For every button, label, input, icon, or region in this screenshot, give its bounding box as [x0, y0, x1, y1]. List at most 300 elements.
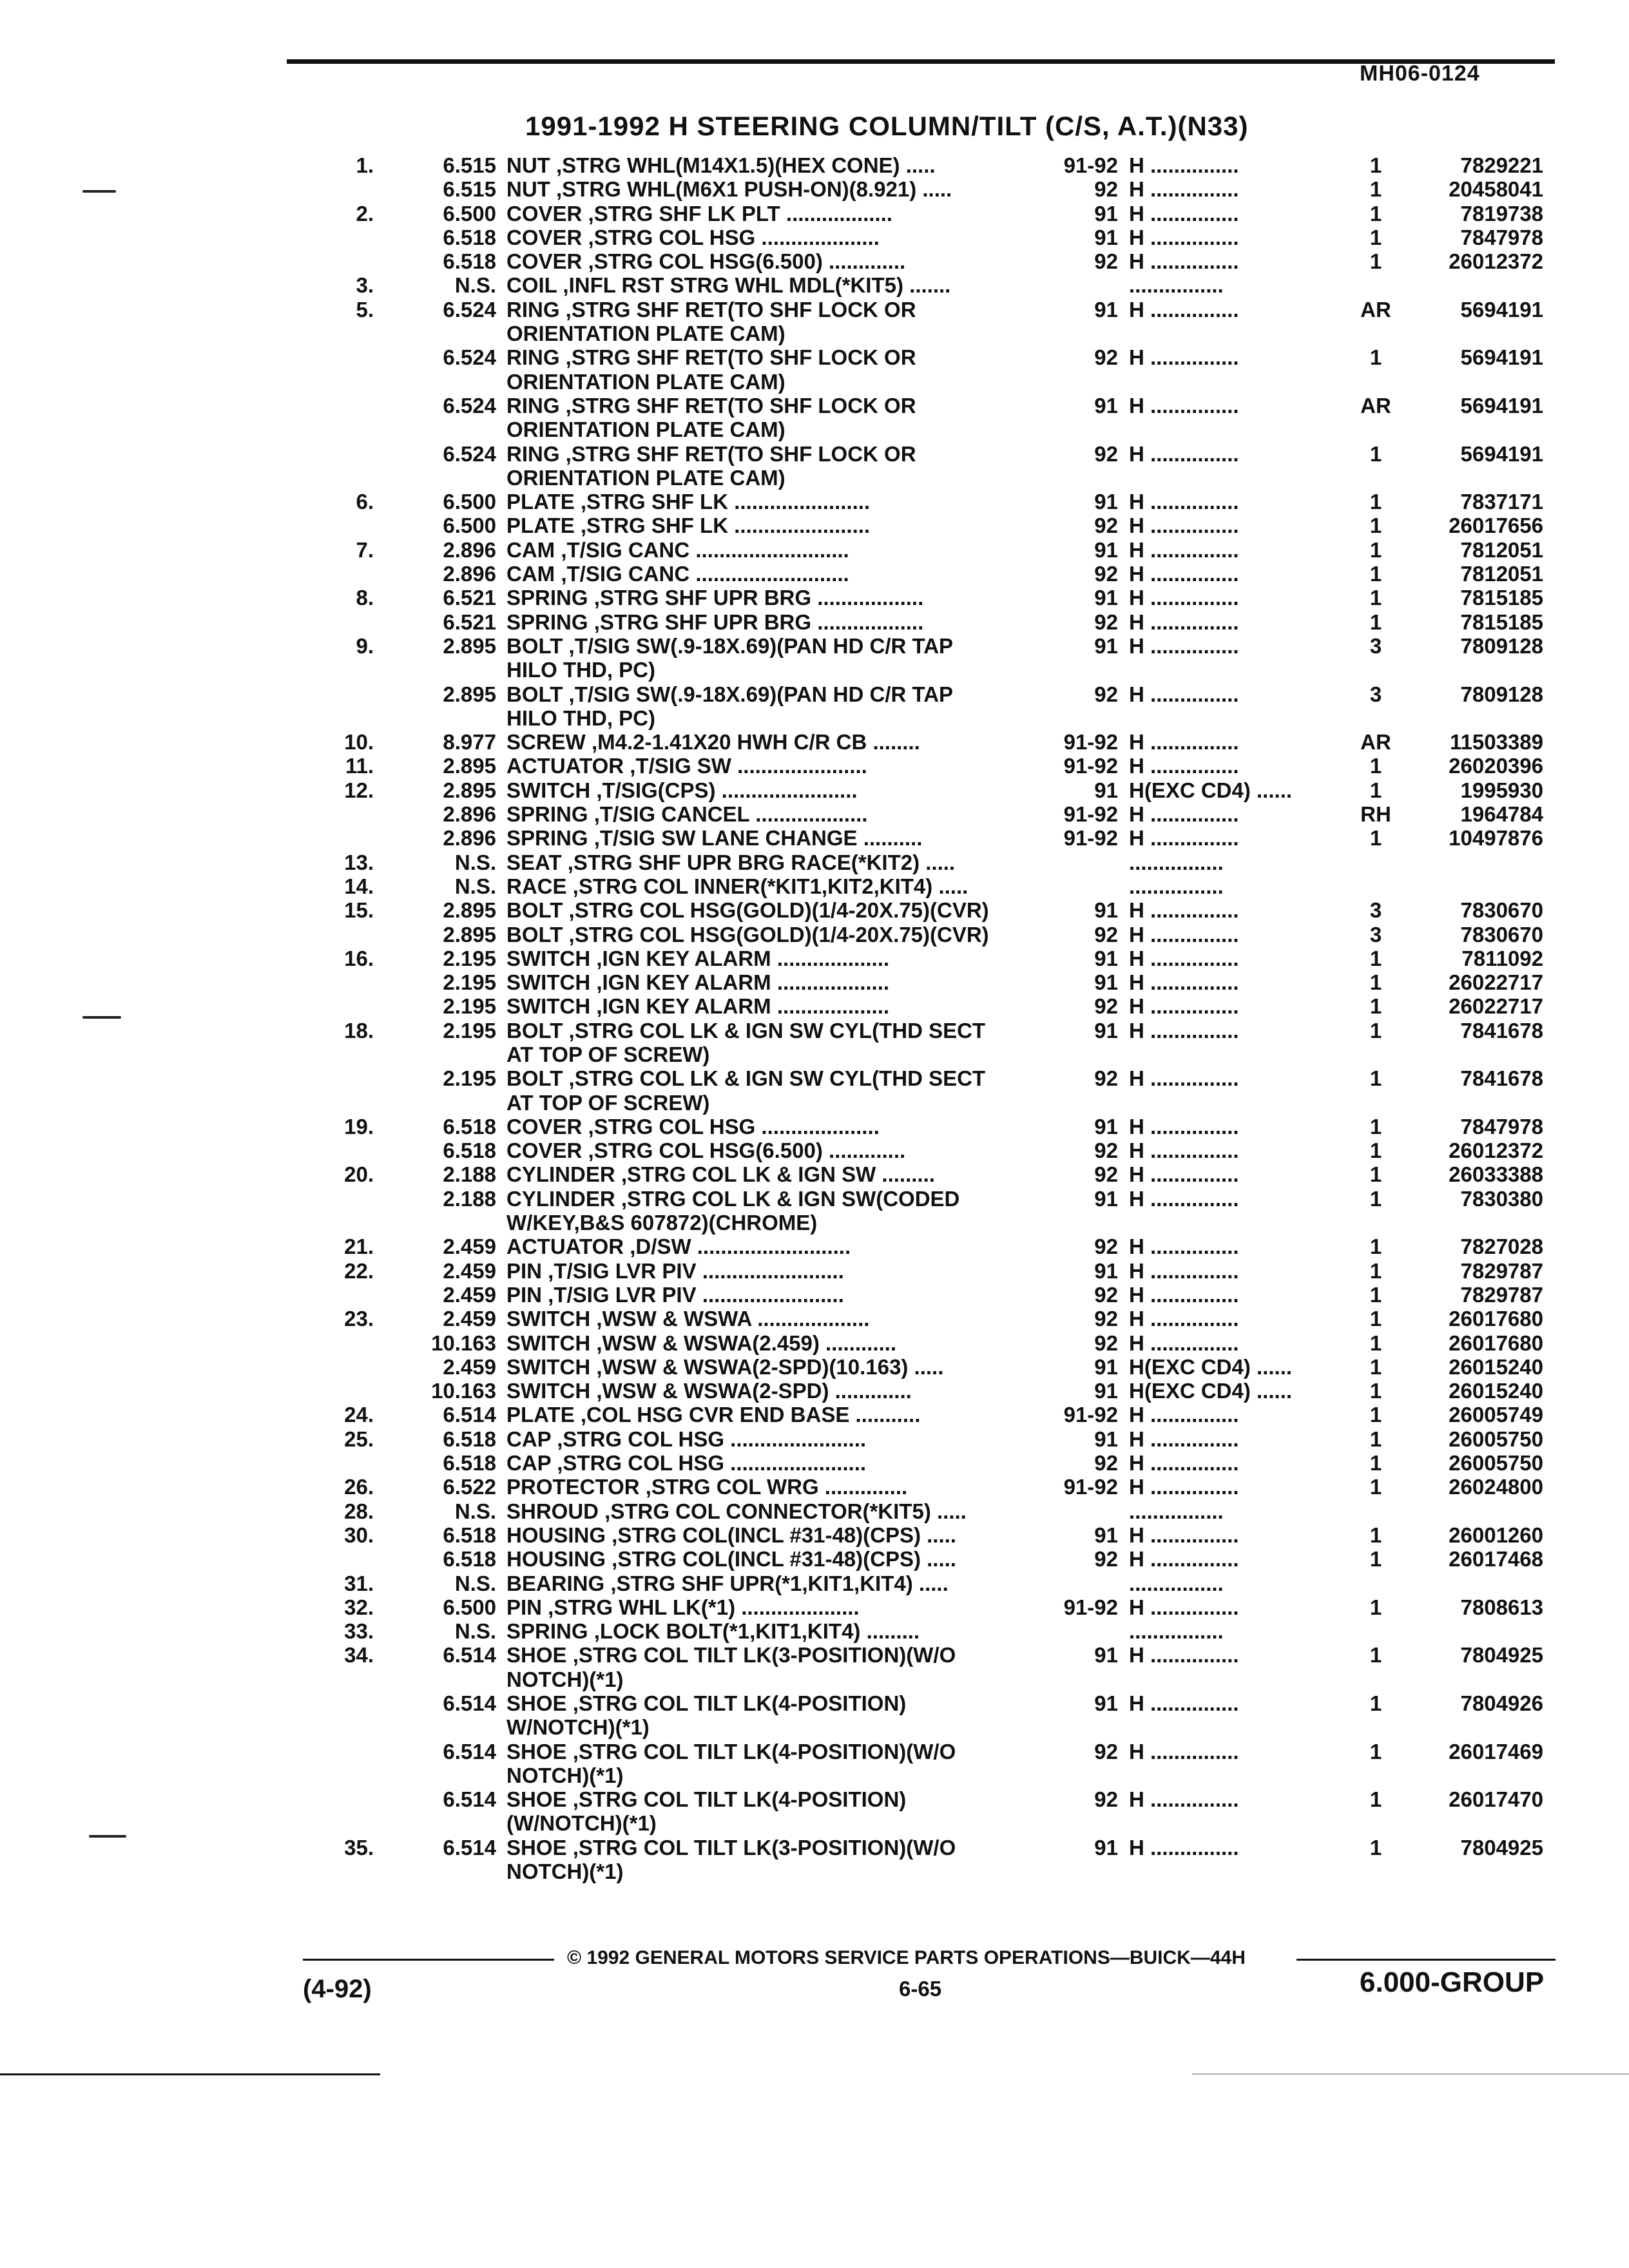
part-number: 7804925: [1460, 1643, 1543, 1667]
series-code: H ...............: [1129, 922, 1239, 947]
model-year: 92: [1094, 1282, 1118, 1307]
group-label: 6.000-GROUP: [1360, 1966, 1545, 1998]
part-number: 26015240: [1449, 1354, 1543, 1379]
model-year: 92: [1094, 610, 1118, 634]
parts-list: [0, 153, 1629, 1883]
table-row: [0, 1763, 1629, 1787]
part-description: SHOE ,STRG COL TILT LK(4-POSITION): [506, 1787, 907, 1812]
model-year: 91: [1094, 225, 1118, 249]
model-year: 91: [1094, 1258, 1118, 1283]
part-description: BOLT ,STRG COL LK & IGN SW CYL(THD SECT: [506, 1018, 986, 1043]
model-year: 92: [1094, 177, 1118, 202]
series-code: ................: [1129, 273, 1224, 298]
series-code: H ...............: [1129, 946, 1239, 970]
part-description: RING ,STRG SHF RET(TO SHF LOCK OR: [506, 393, 916, 418]
group-number: 6.524: [443, 393, 496, 418]
group-number: N.S.: [454, 1499, 496, 1523]
table-row: [0, 466, 1629, 490]
part-number: 7829787: [1460, 1282, 1543, 1307]
part-description: COVER ,STRG COL HSG ....................: [506, 225, 880, 249]
item-number: 14.: [344, 874, 374, 898]
series-code: H ...............: [1129, 1691, 1239, 1715]
table-row: [0, 322, 1629, 345]
part-description: SHOE ,STRG COL TILT LK(4-POSITION)(W/O: [506, 1739, 956, 1763]
table-row: [0, 153, 1629, 177]
group-number: 2.195: [443, 1066, 496, 1091]
table-row: [0, 634, 1629, 658]
series-code: H ...............: [1129, 1523, 1239, 1547]
quantity: 3: [1369, 898, 1382, 923]
quantity: 1: [1369, 1354, 1382, 1379]
item-number: 34.: [344, 1643, 374, 1667]
model-year: 91: [1094, 537, 1118, 562]
item-number: 5.: [356, 297, 374, 322]
part-description: HOUSING ,STRG COL(INCL #31-48)(CPS) .....: [506, 1547, 956, 1571]
item-number: 19.: [344, 1114, 374, 1139]
series-code: H ...............: [1129, 1162, 1239, 1187]
part-number: 26022717: [1449, 994, 1543, 1019]
quantity: 1: [1369, 1114, 1382, 1139]
model-year: 91: [1094, 586, 1118, 610]
group-number: 6.518: [443, 1427, 496, 1451]
quantity: 1: [1369, 946, 1382, 970]
quantity: 1: [1369, 201, 1382, 226]
model-year: 91: [1094, 1643, 1118, 1667]
table-row: [0, 994, 1629, 1018]
group-number: 6.500: [443, 201, 496, 226]
part-number: 20458041: [1449, 177, 1543, 202]
series-code: H ...............: [1129, 730, 1239, 754]
model-year: 92: [1094, 1451, 1118, 1475]
table-row: [0, 1019, 1629, 1043]
revision-date: (4-92): [303, 1975, 372, 2003]
series-code: ................: [1129, 1619, 1224, 1644]
part-description: AT TOP OF SCREW): [506, 1090, 710, 1115]
group-number: 2.459: [443, 1258, 496, 1283]
part-description: COIL ,INFL RST STRG WHL MDL(*KIT5) .......: [506, 273, 951, 298]
part-description: SWITCH ,WSW & WSWA(2-SPD) .............: [506, 1379, 912, 1403]
part-number: 11503389: [1449, 730, 1543, 754]
table-row: [0, 1643, 1629, 1667]
part-description: PIN ,T/SIG LVR PIV ........................: [506, 1282, 844, 1307]
table-row: [0, 249, 1629, 273]
quantity: 1: [1369, 1787, 1382, 1812]
quantity: 1: [1369, 826, 1382, 850]
group-number: 6.521: [443, 610, 496, 634]
series-code: H ...............: [1129, 1403, 1239, 1427]
quantity: 1: [1369, 1066, 1382, 1091]
table-row: [0, 1259, 1629, 1283]
group-number: 2.195: [443, 970, 496, 995]
group-number: 2.895: [443, 898, 496, 923]
table-row: [0, 442, 1629, 466]
quantity: RH: [1360, 802, 1391, 827]
series-code: ................: [1129, 850, 1224, 874]
table-row: [0, 970, 1629, 994]
quantity: 1: [1369, 1162, 1382, 1187]
model-year: 92: [1094, 682, 1118, 706]
series-code: H ...............: [1129, 754, 1239, 778]
part-description: ORIENTATION PLATE CAM): [506, 369, 786, 394]
group-number: N.S.: [454, 874, 496, 898]
quantity: 1: [1369, 1186, 1382, 1211]
series-code: H ...............: [1129, 562, 1239, 586]
part-number: 26033388: [1449, 1162, 1543, 1187]
binder-hole-mark: [89, 1835, 126, 1838]
series-code: H ...............: [1129, 393, 1239, 418]
series-code: H ...............: [1129, 441, 1239, 466]
item-number: 35.: [344, 1835, 374, 1860]
part-description: W/KEY,B&S 607872)(CHROME): [506, 1211, 818, 1235]
table-row: [0, 298, 1629, 322]
part-number: 26017470: [1449, 1787, 1543, 1812]
part-description: BOLT ,T/SIG SW(.9-18X.69)(PAN HD C/R TAP: [506, 633, 954, 658]
part-description: PROTECTOR ,STRG COL WRG ..............: [506, 1475, 908, 1499]
quantity: 1: [1369, 1523, 1382, 1547]
table-row: [0, 1139, 1629, 1162]
item-number: 13.: [344, 850, 374, 874]
part-number: 1964784: [1460, 802, 1543, 827]
part-number: 26020396: [1449, 754, 1543, 778]
quantity: 1: [1369, 1403, 1382, 1427]
part-description: RACE ,STRG COL INNER(*KIT1,KIT2,KIT4) .....: [506, 874, 969, 898]
table-row: [0, 1235, 1629, 1258]
item-number: 24.: [344, 1403, 374, 1427]
item-number: 18.: [344, 1018, 374, 1043]
part-number: 7815185: [1460, 610, 1543, 634]
model-year: 92: [1094, 994, 1118, 1019]
model-year: 91: [1094, 297, 1118, 322]
quantity: AR: [1360, 297, 1391, 322]
part-description: HILO THD, PC): [506, 706, 655, 730]
item-number: 7.: [356, 537, 374, 562]
part-number: 7837171: [1460, 490, 1543, 514]
series-code: H ...............: [1129, 1451, 1239, 1475]
part-description: PIN ,STRG WHL LK(*1) ....................: [506, 1595, 860, 1619]
table-row: [0, 730, 1629, 754]
part-description: NUT ,STRG WHL(M6X1 PUSH-ON)(8.921) .....: [506, 177, 952, 202]
binder-hole-mark: [82, 190, 116, 193]
table-row: [0, 1787, 1629, 1811]
part-number: 26017469: [1449, 1739, 1543, 1763]
group-number: 10.163: [431, 1379, 496, 1403]
part-description: SHOE ,STRG COL TILT LK(4-POSITION): [506, 1691, 907, 1715]
quantity: 1: [1369, 1595, 1382, 1619]
table-row: [0, 610, 1629, 634]
series-code: H(EXC CD4) ......: [1129, 1379, 1293, 1403]
quantity: AR: [1360, 393, 1391, 418]
group-number: 2.188: [443, 1162, 496, 1187]
table-row: [0, 802, 1629, 826]
group-number: 2.896: [443, 802, 496, 827]
table-row: [0, 1595, 1629, 1619]
quantity: 1: [1369, 153, 1382, 177]
part-description: AT TOP OF SCREW): [506, 1042, 710, 1066]
series-code: H ...............: [1129, 1235, 1239, 1259]
part-description: HILO THD, PC): [506, 658, 655, 682]
table-row: [0, 418, 1629, 441]
group-number: 6.514: [443, 1691, 496, 1715]
table-row: [0, 1571, 1629, 1595]
model-year: 91-92: [1063, 1595, 1118, 1619]
quantity: 1: [1369, 970, 1382, 995]
model-year: 91: [1094, 1379, 1118, 1403]
group-number: 6.524: [443, 345, 496, 370]
document-id: MH06-0124: [1360, 61, 1480, 86]
model-year: 91: [1094, 633, 1118, 658]
quantity: 1: [1369, 610, 1382, 634]
model-year: 91: [1094, 778, 1118, 802]
part-description: SPRING ,STRG SHF UPR BRG ..................: [506, 586, 924, 610]
series-code: H ...............: [1129, 490, 1239, 514]
table-row: [0, 1162, 1629, 1186]
series-code: H ...............: [1129, 826, 1239, 850]
binder-hole-mark: [82, 1016, 121, 1019]
part-description: (W/NOTCH)(*1): [506, 1811, 657, 1836]
part-description: NUT ,STRG WHL(M14X1.5)(HEX CONE) .....: [506, 153, 936, 177]
item-number: 3.: [356, 273, 374, 298]
quantity: 1: [1369, 249, 1382, 274]
part-number: 1995930: [1460, 778, 1543, 802]
group-number: 6.500: [443, 490, 496, 514]
series-code: H ...............: [1129, 1595, 1239, 1619]
table-row: [0, 1523, 1629, 1547]
part-description: CAP ,STRG COL HSG .......................: [506, 1451, 867, 1475]
group-number: 2.459: [443, 1235, 496, 1259]
group-number: 6.514: [443, 1739, 496, 1763]
part-description: SPRING ,LOCK BOLT(*1,KIT1,KIT4) .........: [506, 1619, 920, 1644]
table-row: [0, 514, 1629, 537]
series-code: H ...............: [1129, 586, 1239, 610]
quantity: 1: [1369, 1258, 1382, 1283]
part-number: 26017680: [1449, 1331, 1543, 1355]
part-number: 7847978: [1460, 225, 1543, 249]
group-number: 2.896: [443, 826, 496, 850]
table-row: [0, 586, 1629, 610]
part-description: ORIENTATION PLATE CAM): [506, 322, 786, 346]
group-number: 2.895: [443, 633, 496, 658]
series-code: H ...............: [1129, 177, 1239, 202]
quantity: 1: [1369, 345, 1382, 370]
table-row: [0, 658, 1629, 682]
series-code: H ...............: [1129, 1331, 1239, 1355]
quantity: 1: [1369, 1018, 1382, 1043]
group-number: 2.896: [443, 562, 496, 586]
part-description: SHROUD ,STRG COL CONNECTOR(*KIT5) .....: [506, 1499, 967, 1523]
item-number: 1.: [356, 153, 374, 177]
part-description: ORIENTATION PLATE CAM): [506, 465, 786, 490]
item-number: 8.: [356, 586, 374, 610]
series-code: H ...............: [1129, 1427, 1239, 1451]
table-row: [0, 947, 1629, 970]
series-code: H ...............: [1129, 201, 1239, 226]
quantity: 1: [1369, 490, 1382, 514]
table-row: [0, 1427, 1629, 1451]
part-number: 5694191: [1460, 345, 1543, 370]
quantity: 1: [1369, 441, 1382, 466]
group-number: 8.977: [443, 730, 496, 754]
group-number: 2.188: [443, 1186, 496, 1211]
group-number: N.S.: [454, 1619, 496, 1644]
model-year: 91: [1094, 1691, 1118, 1715]
quantity: 1: [1369, 586, 1382, 610]
table-row: [0, 898, 1629, 922]
model-year: 92: [1094, 441, 1118, 466]
item-number: 26.: [344, 1475, 374, 1499]
table-row: [0, 1066, 1629, 1090]
part-description: BOLT ,T/SIG SW(.9-18X.69)(PAN HD C/R TAP: [506, 682, 954, 706]
part-number: 7847978: [1460, 1114, 1543, 1139]
group-number: 2.195: [443, 946, 496, 970]
quantity: 1: [1369, 1427, 1382, 1451]
quantity: 1: [1369, 514, 1382, 538]
item-number: 15.: [344, 898, 374, 923]
part-description: W/NOTCH)(*1): [506, 1715, 650, 1740]
table-row: [0, 177, 1629, 201]
item-number: 10.: [344, 730, 374, 754]
model-year: 91: [1094, 1835, 1118, 1860]
item-number: 28.: [344, 1499, 374, 1523]
table-row: [0, 1667, 1629, 1691]
part-description: BOLT ,STRG COL HSG(GOLD)(1/4-20X.75)(CVR): [506, 898, 989, 923]
part-description: CAP ,STRG COL HSG .......................: [506, 1427, 867, 1451]
series-code: H ...............: [1129, 1547, 1239, 1571]
part-number: 7809128: [1460, 633, 1543, 658]
group-number: 6.500: [443, 1595, 496, 1619]
model-year: 92: [1094, 1139, 1118, 1163]
series-code: H ...............: [1129, 802, 1239, 827]
page-number: 6-65: [899, 1977, 942, 2001]
quantity: 1: [1369, 1643, 1382, 1667]
table-row: [0, 1475, 1629, 1499]
page-title: 1991-1992 H STEERING COLUMN/TILT (C/S, A.T.)(N33): [525, 111, 1249, 141]
table-row: [0, 1691, 1629, 1715]
quantity: AR: [1360, 730, 1391, 754]
part-number: 26005750: [1449, 1451, 1543, 1475]
table-row: [0, 1355, 1629, 1379]
item-number: 2.: [356, 201, 374, 226]
series-code: H ...............: [1129, 249, 1239, 274]
group-number: 6.518: [443, 1114, 496, 1139]
model-year: 91-92: [1063, 826, 1118, 850]
part-number: 26012372: [1449, 1139, 1543, 1163]
table-row: [0, 1379, 1629, 1403]
group-number: 2.195: [443, 1018, 496, 1043]
group-number: 2.195: [443, 994, 496, 1019]
part-number: 7812051: [1460, 562, 1543, 586]
part-description: HOUSING ,STRG COL(INCL #31-48)(CPS) .....: [506, 1523, 956, 1547]
series-code: H ...............: [1129, 1186, 1239, 1211]
part-description: SWITCH ,IGN KEY ALARM ...................: [506, 970, 890, 995]
table-row: [0, 1619, 1629, 1643]
part-description: BOLT ,STRG COL LK & IGN SW CYL(THD SECT: [506, 1066, 986, 1091]
item-number: 32.: [344, 1595, 374, 1619]
quantity: 1: [1369, 1451, 1382, 1475]
part-description: SPRING ,T/SIG CANCEL ...................: [506, 802, 868, 827]
part-number: 26015240: [1449, 1379, 1543, 1403]
model-year: 91-92: [1063, 754, 1118, 778]
group-number: 6.515: [443, 177, 496, 202]
quantity: 1: [1369, 1739, 1382, 1763]
table-row: [0, 370, 1629, 394]
footer-copyright: © 1992 GENERAL MOTORS SERVICE PARTS OPERATIONS—BUICK—44H: [567, 1947, 1246, 1968]
group-number: 6.515: [443, 153, 496, 177]
part-description: SCREW ,M4.2-1.41X20 HWH C/R CB ........: [506, 730, 920, 754]
part-description: SWITCH ,IGN KEY ALARM ...................: [506, 994, 890, 1019]
part-number: 5694191: [1460, 297, 1543, 322]
series-code: H ...............: [1129, 1018, 1239, 1043]
quantity: 1: [1369, 177, 1382, 202]
group-number: 6.514: [443, 1403, 496, 1427]
table-row: [0, 1115, 1629, 1139]
part-number: 26005750: [1449, 1427, 1543, 1451]
part-number: 7830380: [1460, 1186, 1543, 1211]
table-row: [0, 874, 1629, 898]
group-number: 6.524: [443, 297, 496, 322]
part-description: PLATE ,STRG SHF LK .......................: [506, 490, 871, 514]
part-number: 7827028: [1460, 1235, 1543, 1259]
item-number: 16.: [344, 946, 374, 970]
table-row: [0, 1811, 1629, 1835]
quantity: 1: [1369, 537, 1382, 562]
model-year: 92: [1094, 1331, 1118, 1355]
quantity: 1: [1369, 1235, 1382, 1259]
table-row: [0, 1715, 1629, 1739]
quantity: 3: [1369, 633, 1382, 658]
part-number: 7841678: [1460, 1066, 1543, 1091]
group-number: 6.514: [443, 1835, 496, 1860]
part-description: BEARING ,STRG SHF UPR(*1,KIT1,KIT4) .....: [506, 1571, 949, 1595]
group-number: 6.500: [443, 514, 496, 538]
part-description: ACTUATOR ,T/SIG SW ......................: [506, 754, 867, 778]
model-year: 91: [1094, 1354, 1118, 1379]
table-row: [0, 1091, 1629, 1115]
quantity: 3: [1369, 682, 1382, 706]
quantity: 1: [1369, 225, 1382, 249]
part-description: PLATE ,STRG SHF LK .......................: [506, 514, 871, 538]
series-code: H ...............: [1129, 153, 1239, 177]
model-year: 91: [1094, 970, 1118, 995]
model-year: 92: [1094, 922, 1118, 947]
model-year: 91: [1094, 1114, 1118, 1139]
item-number: 21.: [344, 1235, 374, 1259]
group-number: 6.518: [443, 1451, 496, 1475]
quantity: 1: [1369, 1331, 1382, 1355]
part-number: 7812051: [1460, 537, 1543, 562]
table-row: [0, 538, 1629, 562]
model-year: 91-92: [1063, 153, 1118, 177]
item-number: 33.: [344, 1619, 374, 1644]
part-number: 26012372: [1449, 249, 1543, 274]
quantity: 1: [1369, 754, 1382, 778]
model-year: 92: [1094, 1235, 1118, 1259]
group-number: 6.514: [443, 1643, 496, 1667]
model-year: 91: [1094, 393, 1118, 418]
table-row: [0, 1451, 1629, 1475]
part-description: SWITCH ,IGN KEY ALARM ...................: [506, 946, 890, 970]
part-number: 5694191: [1460, 441, 1543, 466]
series-code: H ...............: [1129, 1787, 1239, 1812]
group-number: 6.518: [443, 1523, 496, 1547]
model-year: 92: [1094, 1307, 1118, 1331]
series-code: H ...............: [1129, 1258, 1239, 1283]
model-year: 92: [1094, 1547, 1118, 1571]
table-row: [0, 202, 1629, 226]
model-year: 91: [1094, 1018, 1118, 1043]
series-code: H ...............: [1129, 297, 1239, 322]
part-description: PLATE ,COL HSG CVR END BASE ...........: [506, 1403, 921, 1427]
table-row: [0, 706, 1629, 730]
